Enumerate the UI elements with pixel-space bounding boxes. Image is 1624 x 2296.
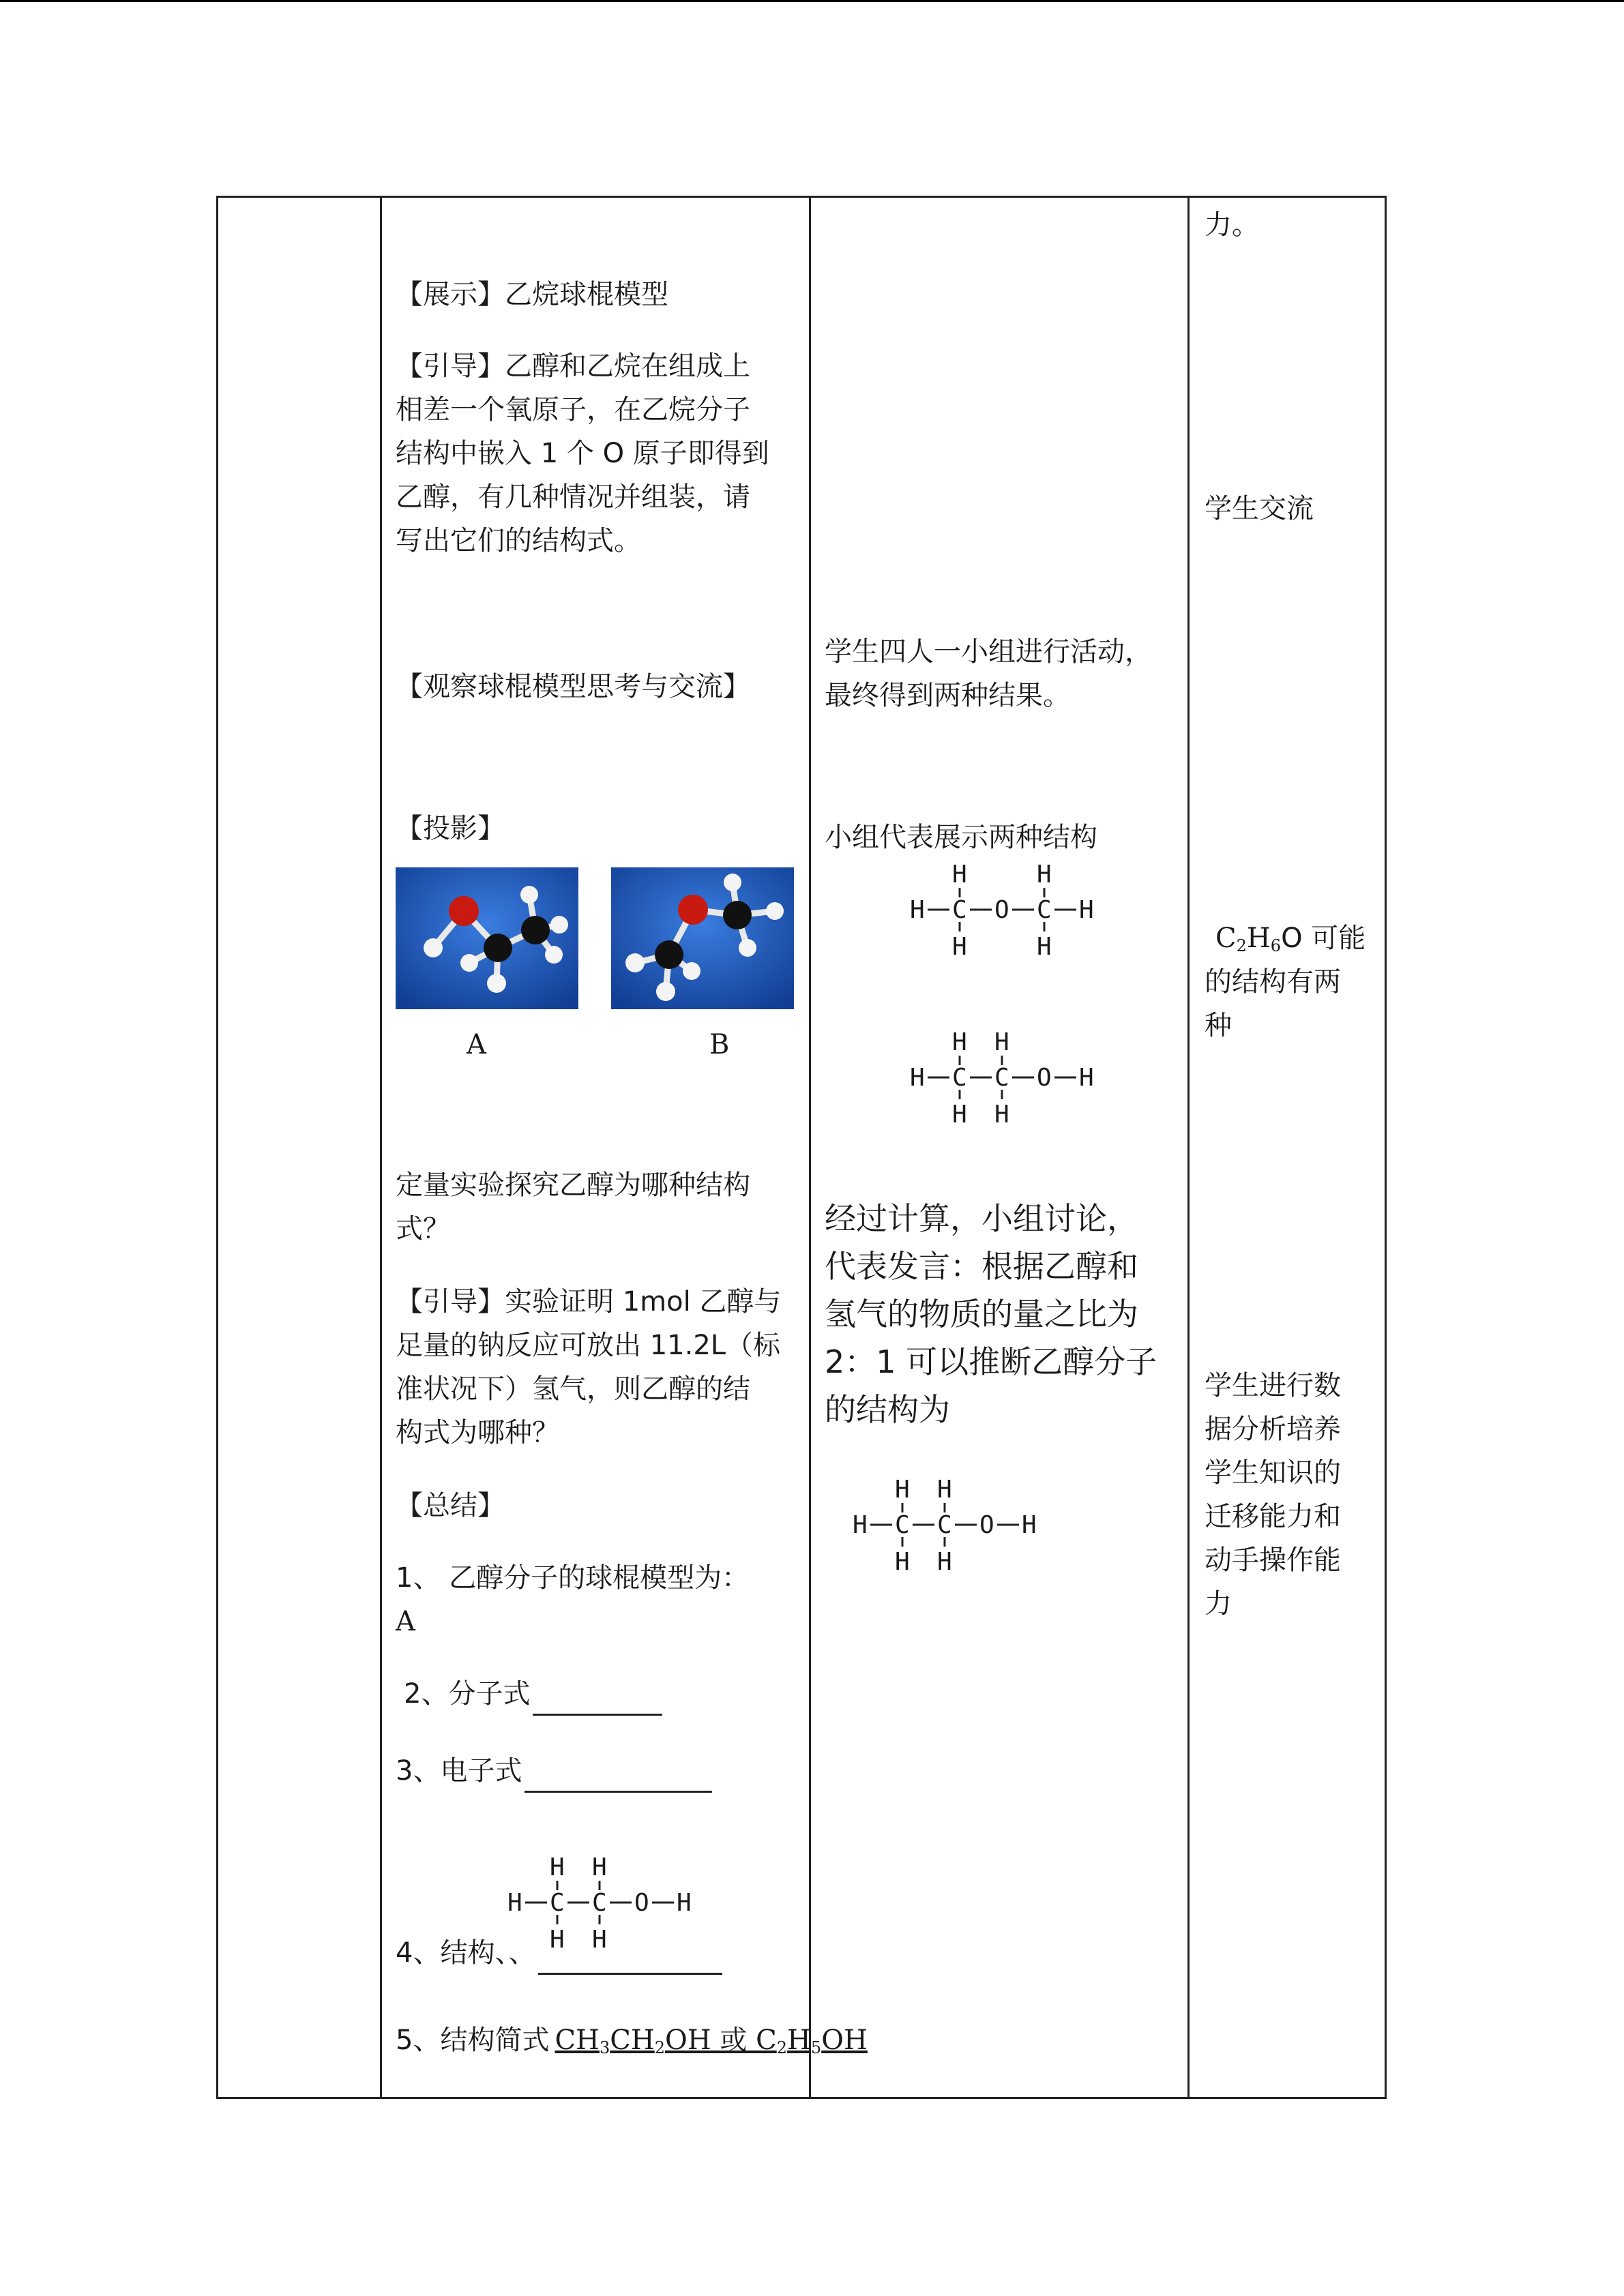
model-a-label: A [467,1029,486,1060]
quant-line: 式？ [396,1213,450,1244]
guide1-line: 相差一个氧原子，在乙烷分子 [396,394,750,426]
intent-analysis-line: 动手操作能 [1205,1545,1341,1576]
conclusion-line: 经过计算，小组讨论， [825,1200,1138,1237]
svg-text:C: C [952,896,967,924]
intent-analysis-line: 学生进行数 [1205,1370,1341,1401]
conclusion-line: 的结构为 [825,1391,950,1428]
intent-analysis-line: 迁移能力和 [1205,1501,1341,1532]
column-divider-3 [1187,196,1190,2099]
svg-text:H: H [1079,896,1094,924]
present-label: 小组代表展示两种结构 [825,822,1097,853]
svg-text:H: H [994,1028,1009,1056]
intent-exchange: 学生交流 [1205,493,1314,524]
svg-text:H: H [910,1064,925,1092]
svg-text:C: C [550,1889,565,1917]
summary-item-5 [396,2018,868,2062]
svg-text:H: H [592,1853,607,1881]
show-label: 【展示】乙烷球棍模型 [396,279,668,310]
svg-text:H: H [952,1101,967,1129]
model-b-label: B [709,1029,730,1060]
svg-text:H: H [1079,1064,1094,1092]
activity-line: 学生四人一小组进行活动， [825,636,1152,668]
svg-text:H: H [952,861,967,889]
svg-text:O: O [979,1511,994,1539]
svg-text:H: H [1037,861,1052,889]
svg-text:C: C [592,1889,607,1917]
svg-text:H: H [592,1926,607,1954]
summary-item-5-label: 5、结构简式 [396,2025,550,2056]
svg-text:H: H [895,1548,910,1576]
lesson-table [216,196,1387,2099]
structural-formula-blank [538,1943,722,1975]
conclusion-line: 2：1 可以推断乙醇分子 [825,1343,1157,1380]
activity-line: 最终得到两种结果。 [825,680,1070,711]
intent-possible-line: 的结构有两 [1205,966,1341,998]
guide1-line: 结构中嵌入 1 个 O 原子即得到 [396,438,769,469]
quant-line: 定量实验探究乙醇为哪种结构 [396,1169,750,1201]
summary-item-3-label: 3、电子式 [396,1755,522,1787]
intent-analysis-line: 据分析培养 [1205,1414,1341,1445]
svg-text:C: C [1037,896,1052,924]
svg-text:H: H [1037,933,1052,961]
guide2-line: 准状况下）氢气，则乙醇的结 [396,1373,750,1405]
summary-item-1: 1、 乙醇分子的球棍模型为： [396,1562,750,1594]
summary-item-2 [404,1672,662,1716]
projection-label: 【投影】 [396,813,505,844]
svg-text:C: C [937,1511,952,1539]
intent-analysis-line: 力 [1205,1588,1232,1620]
guide1-line: 写出它们的结构式。 [396,525,641,556]
structural-formula-conclusion [843,1469,1061,1585]
intent-possible-line: 种 [1205,1010,1232,1041]
svg-text:C: C [895,1511,910,1539]
svg-text:H: H [937,1476,952,1504]
summary-label: 【总结】 [396,1490,505,1521]
guide2-line: 【引导】实验证明 1mol 乙醇与 [396,1286,782,1317]
svg-text:O: O [994,896,1009,924]
observe-label: 【观察球棍模型思考与交流】 [396,671,750,702]
ball-stick-model-b [611,867,794,1009]
svg-text:H: H [937,1548,952,1576]
electron-formula-blank [525,1761,712,1793]
svg-text:H: H [1022,1511,1037,1539]
intent-possible-line1: $C_2H_6O$ 可能 [1215,923,1366,955]
guide1-line: 【引导】乙醇和乙烷在组成上 [396,351,750,382]
column-divider-2 [809,196,811,2099]
svg-text:H: H [507,1889,522,1917]
summary-item-5-answer: $CH_3CH_2OH$ 或 $C_2H_5OH$ [555,2025,868,2057]
svg-text:C: C [994,1064,1009,1092]
guide2-line: 构式为哪种？ [396,1417,559,1448]
conclusion-line: 氢气的物质的量之比为 [825,1296,1138,1332]
molecular-formula-blank [533,1684,662,1716]
conclusion-line: 代表发言：根据乙醇和 [825,1248,1138,1285]
svg-text:H: H [853,1511,868,1539]
svg-text:C: C [952,1064,967,1092]
summary-item-4 [396,1931,722,1975]
svg-text:H: H [550,1853,565,1881]
summary-item-4-label: 4、结构、、 [396,1937,536,1969]
svg-text:H: H [952,1028,967,1056]
svg-text:H: H [910,896,925,924]
column-divider-1 [380,196,382,2099]
guide1-line: 乙醇，有几种情况并组装，请 [396,481,750,513]
summary-item-3 [396,1749,712,1793]
ball-stick-model-a [396,867,578,1009]
svg-text:H: H [550,1926,565,1954]
svg-text:O: O [634,1889,649,1917]
page-top-border [0,0,1624,2]
svg-text:H: H [895,1476,910,1504]
structural-formula-ether [900,854,1119,970]
svg-text:O: O [1037,1064,1052,1092]
svg-text:H: H [994,1101,1009,1129]
guide2-line: 足量的钠反应可放出 11.2L（标 [396,1330,781,1361]
summary-item-1-answer: A [396,1606,415,1637]
structural-formula-ethanol [900,1022,1119,1137]
svg-text:H: H [952,933,967,961]
summary-item-2-label: 2、分子式 [404,1678,531,1710]
intent-top-fragment: 力。 [1205,209,1259,241]
intent-analysis-line: 学生知识的 [1205,1457,1341,1489]
svg-text:H: H [677,1889,692,1917]
